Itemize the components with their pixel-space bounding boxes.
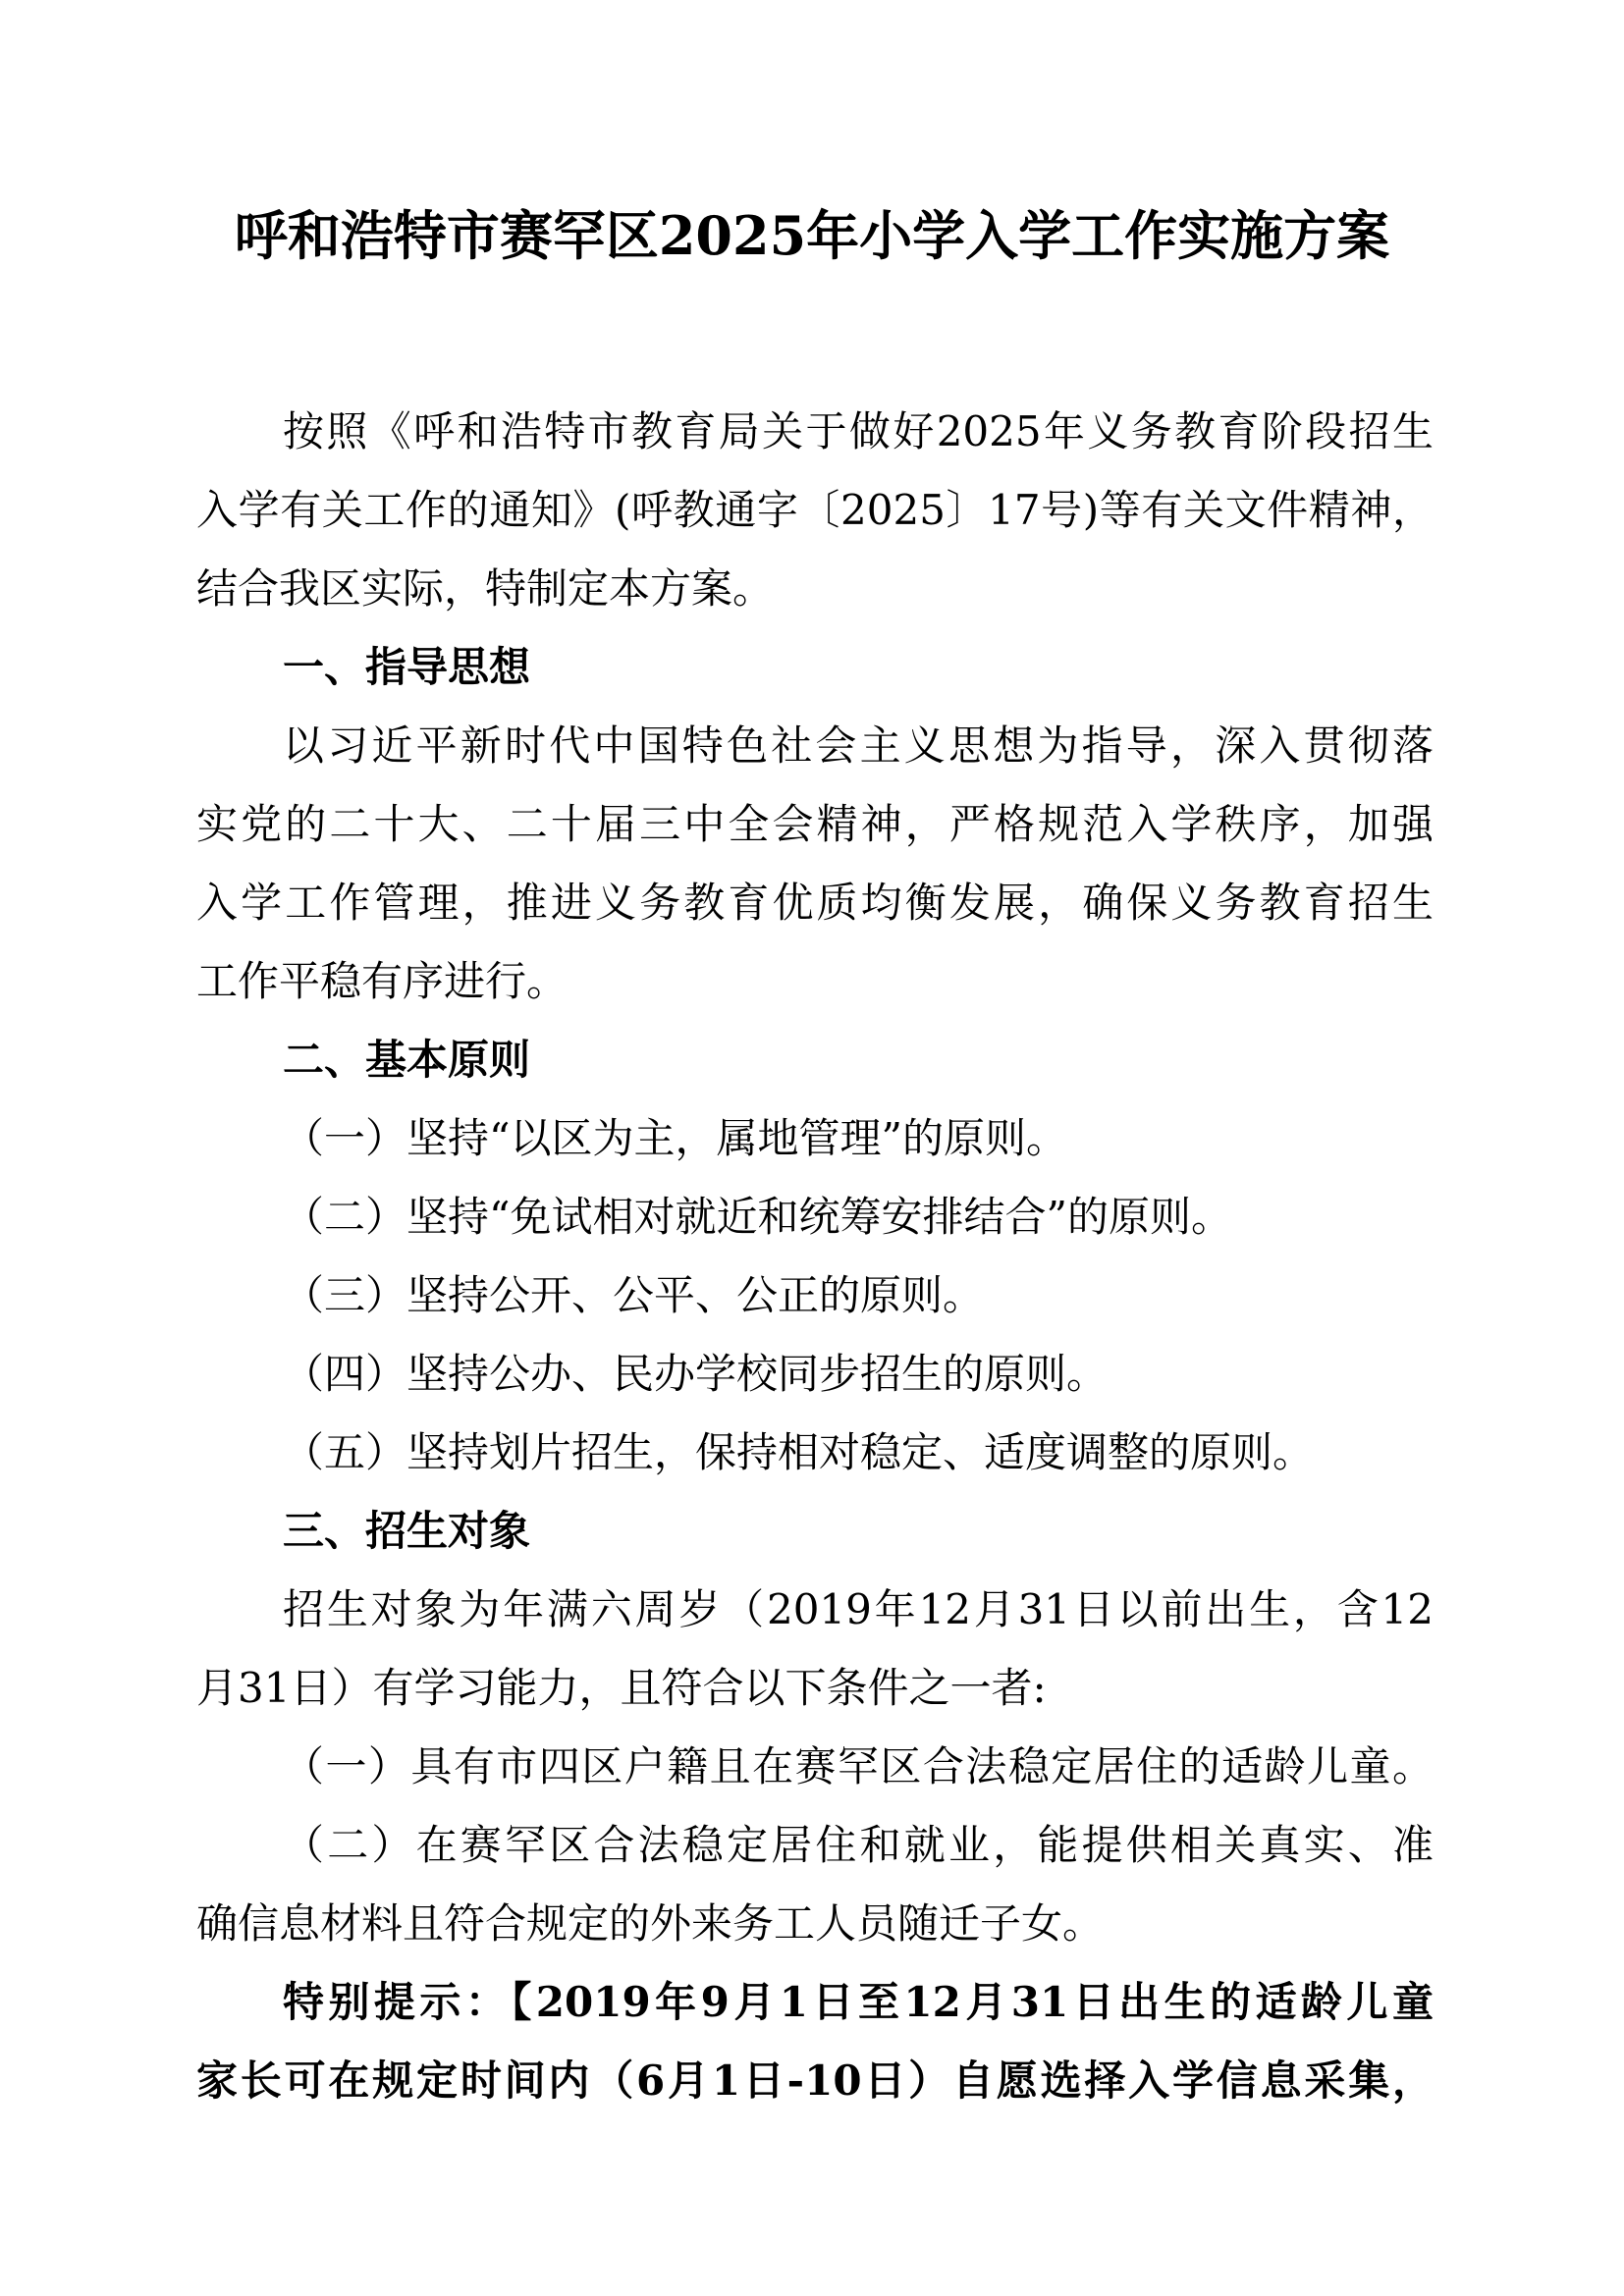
principle-item-3: （三）坚持公开、公平、公正的原则。 xyxy=(283,1271,985,1319)
section3-line-3: （一）具有市四区户籍且在赛罕区合法稳定居住的适龄儿童。 xyxy=(283,1742,1434,1790)
intro-line-1: 按照《呼和浩特市教育局关于做好2025年义务教育阶段招生 xyxy=(283,407,1434,455)
section1-line-2: 实党的二十大、二十届三中全会精神，严格规范入学秩序，加强 xyxy=(196,800,1434,848)
section1-line-1: 以习近平新时代中国特色社会主义思想为指导，深入贯彻落 xyxy=(283,721,1434,770)
section3-line-1: 招生对象为年满六周岁（2019年12月31日以前出生，含12 xyxy=(283,1585,1434,1633)
principle-item-2: （二）坚持“免试相对就近和统筹安排结合”的原则。 xyxy=(283,1193,1232,1241)
document-title: 呼和浩特市赛罕区2025年小学入学工作实施方案 xyxy=(234,204,1390,267)
section1-line-4: 工作平稳有序进行。 xyxy=(196,957,568,1005)
special-notice-line-2: 家长可在规定时间内（6月1日-10日）自愿选择入学信息采集， xyxy=(196,2056,1434,2105)
section3-line-5: 确信息材料且符合规定的外来务工人员随迁子女。 xyxy=(196,1899,1105,1948)
section3-line-4: （二）在赛罕区合法稳定居住和就业，能提供相关真实、准 xyxy=(283,1821,1434,1869)
principle-item-1: （一）坚持“以区为主，属地管理”的原则。 xyxy=(283,1114,1067,1162)
principle-item-4: （四）坚持公办、民办学校同步招生的原则。 xyxy=(283,1350,1109,1398)
section-heading-basic-principles: 二、基本原则 xyxy=(283,1036,531,1084)
intro-line-2: 入学有关工作的通知》(呼教通字〔2025〕17号)等有关文件精神， xyxy=(196,486,1434,534)
section-heading-enrollment-targets: 三、招生对象 xyxy=(283,1507,531,1555)
principle-item-5: （五）坚持划片招生，保持相对稳定、适度调整的原则。 xyxy=(283,1428,1315,1476)
section1-line-3: 入学工作管理，推进义务教育优质均衡发展，确保义务教育招生 xyxy=(196,879,1434,927)
intro-line-3: 结合我区实际，特制定本方案。 xyxy=(196,564,775,613)
special-notice-line-1: 特别提示：【2019年9月1日至12月31日出生的适龄儿童 xyxy=(283,1978,1434,2026)
section-heading-guiding-thought: 一、指导思想 xyxy=(283,643,531,691)
section3-line-2: 月31日）有学习能力，且符合以下条件之一者: xyxy=(196,1664,1047,1712)
